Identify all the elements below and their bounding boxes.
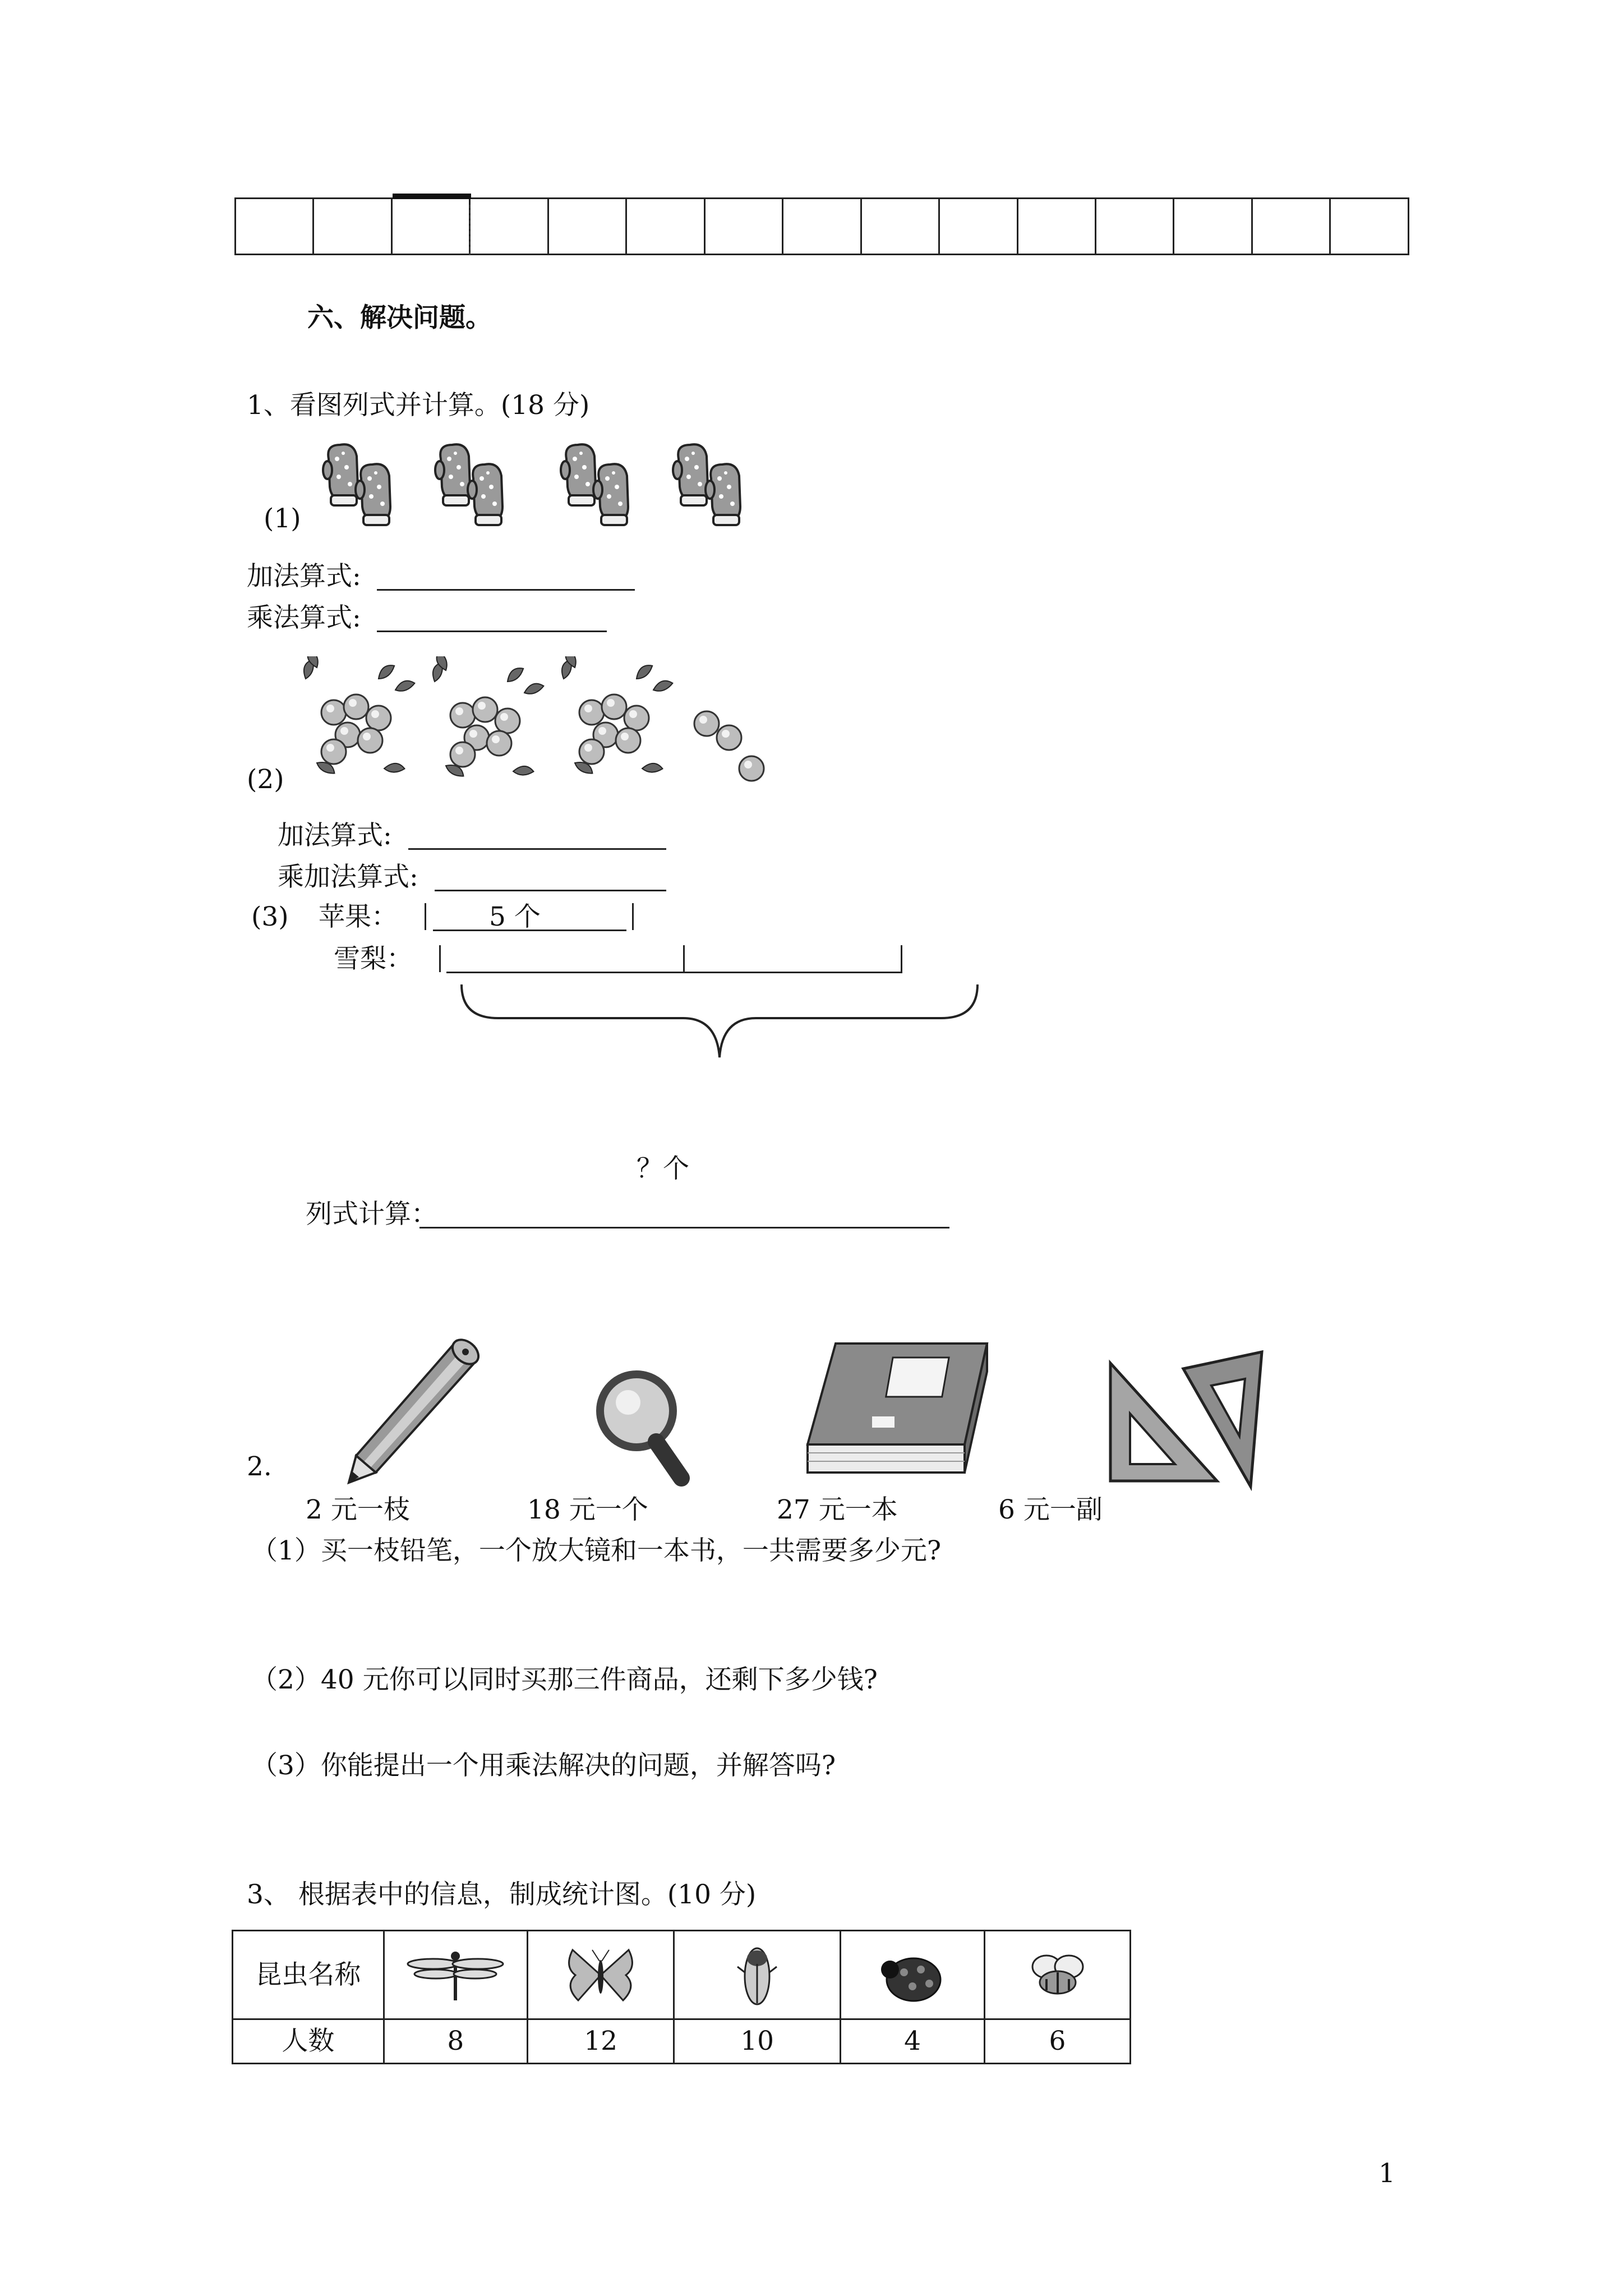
q2-sub3: （3）你能提出一个用乘法解决的问题，并解答吗?	[251, 1750, 836, 1781]
price-magnifier: 18 元一个	[527, 1494, 648, 1525]
pear-segment-line	[446, 972, 902, 973]
book-icon	[796, 1332, 998, 1489]
count-ladybug: 4	[841, 2019, 985, 2064]
grid-cell[interactable]	[861, 199, 939, 255]
q2-sub1: （1）买一枝铅笔，一个放大镜和一本书，一共需要多少元?	[251, 1535, 942, 1566]
pencil-icon	[336, 1321, 505, 1489]
grid-cell[interactable]	[1252, 199, 1330, 255]
count-row-label: 人数	[233, 2019, 384, 2064]
q1-p2-label: (2)	[247, 764, 284, 795]
mittens-picture	[320, 439, 780, 534]
grid-cell[interactable]	[391, 199, 469, 255]
apple-bar-end	[632, 903, 634, 930]
q2-sub2: （2）40 元你可以同时买那三件商品，还剩下多少钱?	[251, 1664, 878, 1695]
dragonfly-cell	[384, 1931, 527, 2019]
apple-segment-line	[433, 930, 626, 931]
bee-icon	[1027, 1950, 1089, 2000]
q3-title: 3、 根据表中的信息，制成统计图。(10 分)	[247, 1879, 757, 1910]
q1-p1-add-label: 加法算式:	[247, 561, 361, 592]
apples-picture	[300, 656, 782, 791]
q1-p3-label: (3)	[251, 901, 289, 932]
grid-cell-dashed-divider	[469, 205, 471, 255]
page-number: 1	[1378, 2158, 1395, 2189]
dragonfly-icon	[402, 1947, 509, 2003]
butterfly-icon	[564, 1944, 637, 2006]
pear-bar-start	[439, 945, 441, 972]
insect-name-header: 昆虫名称	[233, 1931, 384, 2019]
grid-cell[interactable]	[1330, 199, 1409, 255]
cicada-icon	[735, 1941, 780, 2009]
q1-title: 1、看图列式并计算。(18 分)	[247, 390, 590, 421]
count-butterfly: 12	[527, 2019, 674, 2064]
total-unknown: ？个	[637, 1153, 689, 1184]
price-pencil: 2 元一枝	[306, 1494, 410, 1525]
ladybug-icon	[879, 1947, 946, 2003]
grid-cell[interactable]	[783, 199, 861, 255]
q1-p1-add-answer-line[interactable]	[377, 589, 635, 591]
cicada-cell	[674, 1931, 841, 2019]
calc-answer-line[interactable]	[419, 1227, 949, 1228]
grid-cell[interactable]	[1095, 199, 1173, 255]
insect-table	[232, 1930, 1131, 2064]
grid-cell[interactable]	[313, 199, 391, 255]
total-brace	[459, 982, 980, 1066]
q1-p1-mul-label: 乘法算式:	[247, 602, 361, 633]
grid-cell[interactable]	[704, 199, 782, 255]
q1-p2-add-label: 加法算式:	[278, 820, 392, 851]
count-dragonfly: 8	[384, 2019, 527, 2064]
grid-cell[interactable]	[1017, 199, 1095, 255]
pear-label: 雪梨：	[334, 944, 413, 974]
q1-p2-muladd-label: 乘加法算式:	[278, 862, 418, 892]
butterfly-cell	[527, 1931, 674, 2019]
q1-p1-label: (1)	[264, 503, 301, 534]
apple-value: 5 个	[489, 901, 541, 932]
pear-bar-mid	[683, 945, 685, 972]
q2-number: 2.	[247, 1451, 272, 1482]
grid-cell[interactable]	[1174, 199, 1252, 255]
apple-label: 苹果：	[319, 901, 398, 932]
section-title: 六、解决问题。	[307, 302, 492, 333]
ladybug-cell	[841, 1931, 985, 2019]
grid-cell[interactable]	[548, 199, 626, 255]
apple-bar-start	[425, 903, 426, 930]
grid-cell[interactable]	[626, 199, 704, 255]
count-cicada: 10	[674, 2019, 841, 2064]
q1-p2-muladd-answer-line[interactable]	[435, 890, 666, 891]
q1-p1-mul-answer-line[interactable]	[377, 631, 607, 632]
count-bee: 6	[985, 2019, 1131, 2064]
bee-cell	[985, 1931, 1131, 2019]
grid-cell-marker	[393, 194, 471, 199]
magnifier-icon	[589, 1363, 701, 1492]
price-book: 27 元一本	[777, 1494, 898, 1525]
grid-cell[interactable]	[236, 199, 313, 255]
grid-cell[interactable]	[939, 199, 1017, 255]
price-set-square: 6 元一副	[998, 1494, 1103, 1525]
set-square-icon	[1105, 1346, 1273, 1492]
q1-p2-add-answer-line[interactable]	[408, 848, 666, 850]
grid-cell[interactable]	[470, 199, 548, 255]
answer-grid	[234, 197, 1409, 255]
pear-bar-end	[901, 945, 902, 972]
calc-label: 列式计算：	[306, 1199, 437, 1230]
